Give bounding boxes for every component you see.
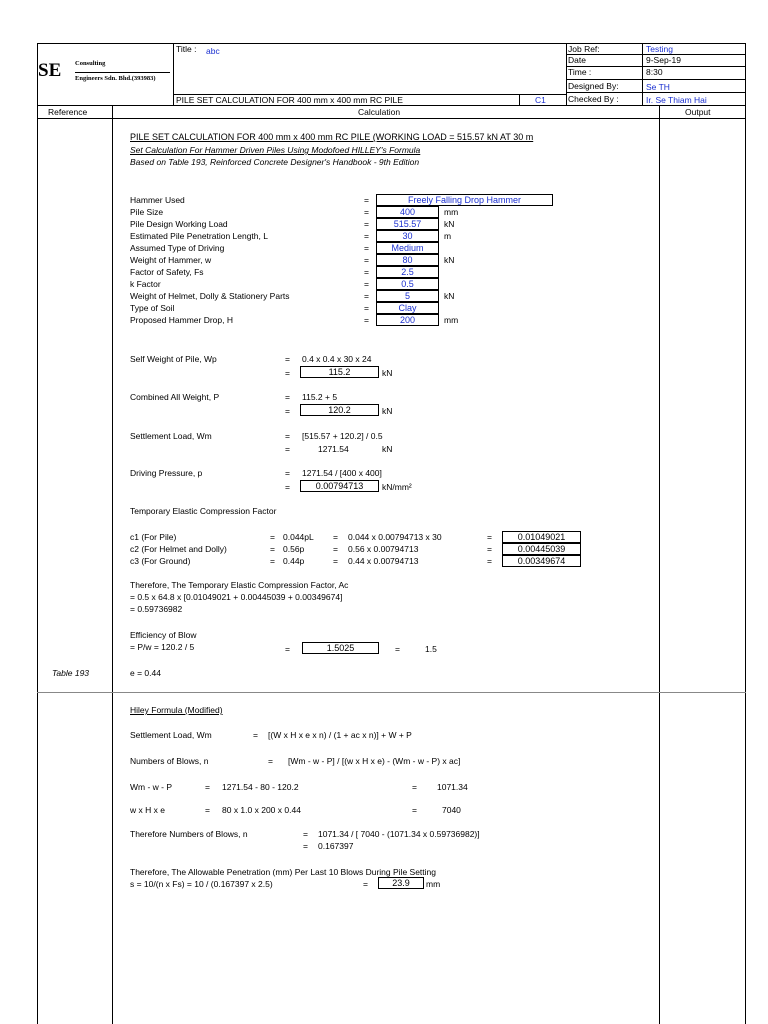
equals: =	[395, 644, 400, 654]
self-weight-unit: kN	[382, 368, 393, 378]
driving-result: 0.00794713	[300, 480, 379, 492]
title-label: Title :	[176, 44, 197, 54]
equals: =	[285, 482, 290, 492]
tec-formula: 0.56p	[283, 544, 305, 554]
tec-expr-line: = 0.5 x 64.8 x [0.01049021 + 0.00445039 + 0.00349674]	[130, 592, 343, 602]
logo-line1: Consulting	[75, 60, 106, 67]
rule	[642, 43, 643, 105]
time-value: 8:30	[646, 67, 663, 77]
logo-line2: Engineers Sdn. Bhd.(393983)	[75, 75, 156, 82]
calc-basis: Based on Table 193, Reinforced Concrete Designer's Handbook - 9th Edition	[130, 157, 420, 167]
logo-se: SE	[38, 60, 62, 81]
input-value: 0.5	[376, 278, 439, 290]
checked-label: Checked By :	[568, 94, 619, 104]
section-divider	[37, 692, 746, 693]
designed-value: Se TH	[646, 82, 670, 92]
rule	[566, 79, 746, 80]
hiley-n-label: Numbers of Blows, n	[130, 756, 209, 766]
efficiency-heading: Efficiency of Blow	[130, 630, 197, 640]
hiley-b-result: 7040	[442, 805, 461, 815]
equals: =	[285, 392, 290, 402]
input-unit: kN	[444, 255, 455, 265]
rule	[566, 92, 746, 93]
equals: =	[285, 406, 290, 416]
settlement-result: 1271.54	[318, 444, 349, 454]
logo-rule	[75, 72, 170, 73]
hiley-wm-formula: [(W x H x e x n) / (1 + ac x n)] + W + P	[268, 730, 412, 740]
tec-result: 0.00445039	[502, 543, 581, 555]
rule	[37, 43, 38, 1024]
equals: =	[270, 532, 275, 542]
hiley-a-result: 1071.34	[437, 782, 468, 792]
rule	[519, 94, 520, 105]
allowable-label: Therefore, The Allowable Penetration (mm) Per Last 10 Blows During Pile Setting	[130, 867, 436, 877]
input-value: 2.5	[376, 266, 439, 278]
date-label: Date	[568, 55, 586, 65]
input-label: Hammer Used	[130, 195, 185, 205]
combined-unit: kN	[382, 406, 393, 416]
input-label: Weight of Hammer, w	[130, 255, 212, 265]
equals: =	[363, 879, 368, 889]
equals: =	[270, 556, 275, 566]
input-label: Pile Size	[130, 207, 164, 217]
tec-heading: Temporary Elastic Compression Factor	[130, 506, 277, 516]
input-value: 515.57	[376, 218, 439, 230]
equals: =	[412, 805, 417, 815]
time-label: Time :	[568, 67, 592, 77]
table-reference: Table 193	[52, 668, 90, 678]
date-value: 9-Sep-19	[646, 55, 681, 65]
hiley-heading: Hiley Formula (Modified)	[130, 705, 223, 715]
combined-expr: 115.2 + 5	[302, 392, 338, 402]
settlement-expr: [515.57 + 120.2] / 0.5	[302, 431, 383, 441]
input-label: Weight of Helmet, Dolly & Stationery Parts	[130, 291, 290, 301]
allowable-expr: s = 10/(n x Fs) = 10 / (0.167397 x 2.5)	[130, 879, 273, 889]
input-label: k Factor	[130, 279, 161, 289]
tec-therefore: Therefore, The Temporary Elastic Compression Factor, Ac	[130, 580, 349, 590]
equals: =	[364, 315, 369, 325]
self-weight-result: 115.2	[300, 366, 379, 378]
input-value: 30	[376, 230, 439, 242]
driving-label: Driving Pressure, p	[130, 468, 203, 478]
tec-label: c3 (For Ground)	[130, 556, 191, 566]
rule	[566, 43, 567, 105]
col-calculation: Calculation	[358, 107, 401, 117]
input-value: Freely Falling Drop Hammer	[376, 194, 553, 206]
equals: =	[487, 556, 492, 566]
tec-formula: 0.44p	[283, 556, 305, 566]
equals: =	[333, 532, 338, 542]
equals: =	[303, 829, 308, 839]
input-label: Type of Soil	[130, 303, 175, 313]
equals: =	[364, 207, 369, 217]
equals: =	[364, 279, 369, 289]
input-unit: mm	[444, 315, 459, 325]
efficiency-boxed: 1.5025	[302, 642, 379, 654]
equals: =	[253, 730, 258, 740]
input-unit: m	[444, 231, 452, 241]
equals: =	[364, 231, 369, 241]
equals: =	[285, 644, 290, 654]
input-label: Estimated Pile Penetration Length, L	[130, 231, 268, 241]
equals: =	[285, 444, 290, 454]
hiley-c-expr: 1071.34 / [ 7040 - (1071.34 x 0.59736982)]	[318, 829, 480, 839]
input-label: Assumed Type of Driving	[130, 243, 225, 253]
equals: =	[487, 532, 492, 542]
hiley-c-label: Therefore Numbers of Blows, n	[130, 829, 248, 839]
rule	[659, 105, 660, 1024]
rule	[37, 118, 746, 119]
equals: =	[487, 544, 492, 554]
rule	[112, 105, 113, 1024]
job-ref-label: Job Ref:	[568, 44, 600, 54]
hiley-n-formula: [Wm - w - P] / [(w x H x e) - (Wm - w - P) x ac]	[288, 756, 461, 766]
designed-label: Designed By:	[568, 81, 619, 91]
hiley-a-label: Wm - w - P	[130, 782, 173, 792]
combined-result: 120.2	[300, 404, 379, 416]
driving-expr: 1271.54 / [400 x 400]	[302, 468, 382, 478]
equals: =	[270, 544, 275, 554]
job-ref-value: Testing	[646, 44, 673, 54]
self-weight-expr: 0.4 x 0.4 x 30 x 24	[302, 354, 372, 364]
hiley-b-label: w x H x e	[130, 805, 165, 815]
col-reference: Reference	[48, 107, 88, 117]
e-value: e = 0.44	[130, 668, 161, 678]
input-value: 200	[376, 314, 439, 326]
input-label: Proposed Hammer Drop, H	[130, 315, 233, 325]
tec-expr: 0.56 x 0.00794713	[348, 544, 419, 554]
input-unit: kN	[444, 219, 455, 229]
input-value: Clay	[376, 302, 439, 314]
equals: =	[303, 841, 308, 851]
equals: =	[285, 468, 290, 478]
self-weight-label: Self Weight of Pile, Wp	[130, 354, 217, 364]
combined-label: Combined All Weight, P	[130, 392, 220, 402]
tec-result: 0.01049021	[502, 531, 581, 543]
equals: =	[268, 756, 273, 766]
tec-result: 0.00349674	[502, 555, 581, 567]
efficiency-result: 1.5	[425, 644, 437, 654]
equals: =	[333, 544, 338, 554]
equals: =	[364, 303, 369, 313]
driving-unit: kN/mm²	[382, 482, 412, 492]
hiley-b-expr: 80 x 1.0 x 200 x 0.44	[222, 805, 301, 815]
allowable-unit: mm	[426, 879, 441, 889]
equals: =	[285, 354, 290, 364]
input-unit: kN	[444, 291, 455, 301]
rule	[37, 43, 746, 44]
tec-label: c1 (For Pile)	[130, 532, 177, 542]
equals: =	[285, 368, 290, 378]
sheet-code: C1	[535, 95, 546, 105]
equals: =	[205, 805, 210, 815]
equals: =	[333, 556, 338, 566]
input-label: Factor of Safety, Fs	[130, 267, 204, 277]
input-value: 80	[376, 254, 439, 266]
title-value: abc	[206, 46, 220, 56]
calc-heading: PILE SET CALCULATION FOR 400 mm x 400 mm RC PILE (WORKING LOAD = 515.57 kN AT 30 m	[130, 132, 534, 142]
equals: =	[364, 195, 369, 205]
equals: =	[205, 782, 210, 792]
col-output: Output	[685, 107, 711, 117]
input-label: Pile Design Working Load	[130, 219, 228, 229]
equals: =	[364, 267, 369, 277]
input-value: 400	[376, 206, 439, 218]
sheet-subtitle: PILE SET CALCULATION FOR 400 mm x 400 mm RC PILE	[176, 95, 403, 105]
rule	[173, 43, 174, 105]
equals: =	[285, 431, 290, 441]
input-unit: mm	[444, 207, 459, 217]
equals: =	[412, 782, 417, 792]
rule	[745, 43, 746, 1024]
tec-result-line: = 0.59736982	[130, 604, 183, 614]
equals: =	[364, 291, 369, 301]
checked-value: Ir. Se Thiam Hai	[646, 95, 707, 105]
allowable-result: 23.9	[378, 877, 424, 889]
tec-expr: 0.044 x 0.00794713 x 30	[348, 532, 442, 542]
equals: =	[364, 219, 369, 229]
equals: =	[364, 243, 369, 253]
calc-subheading: Set Calculation For Hammer Driven Piles Using Modofoed HILLEY's Formula	[130, 145, 421, 155]
rule	[37, 105, 746, 106]
equals: =	[364, 255, 369, 265]
hiley-c-result: 0.167397	[318, 841, 354, 851]
settlement-label: Settlement Load, Wm	[130, 431, 212, 441]
hiley-a-expr: 1271.54 - 80 - 120.2	[222, 782, 299, 792]
hiley-wm-label: Settlement Load, Wm	[130, 730, 212, 740]
efficiency-expr: = P/w = 120.2 / 5	[130, 642, 195, 652]
input-value: Medium	[376, 242, 439, 254]
tec-formula: 0.044pL	[283, 532, 314, 542]
settlement-unit: kN	[382, 444, 393, 454]
input-value: 5	[376, 290, 439, 302]
tec-expr: 0.44 x 0.00794713	[348, 556, 419, 566]
tec-label: c2 (For Helmet and Dolly)	[130, 544, 227, 554]
